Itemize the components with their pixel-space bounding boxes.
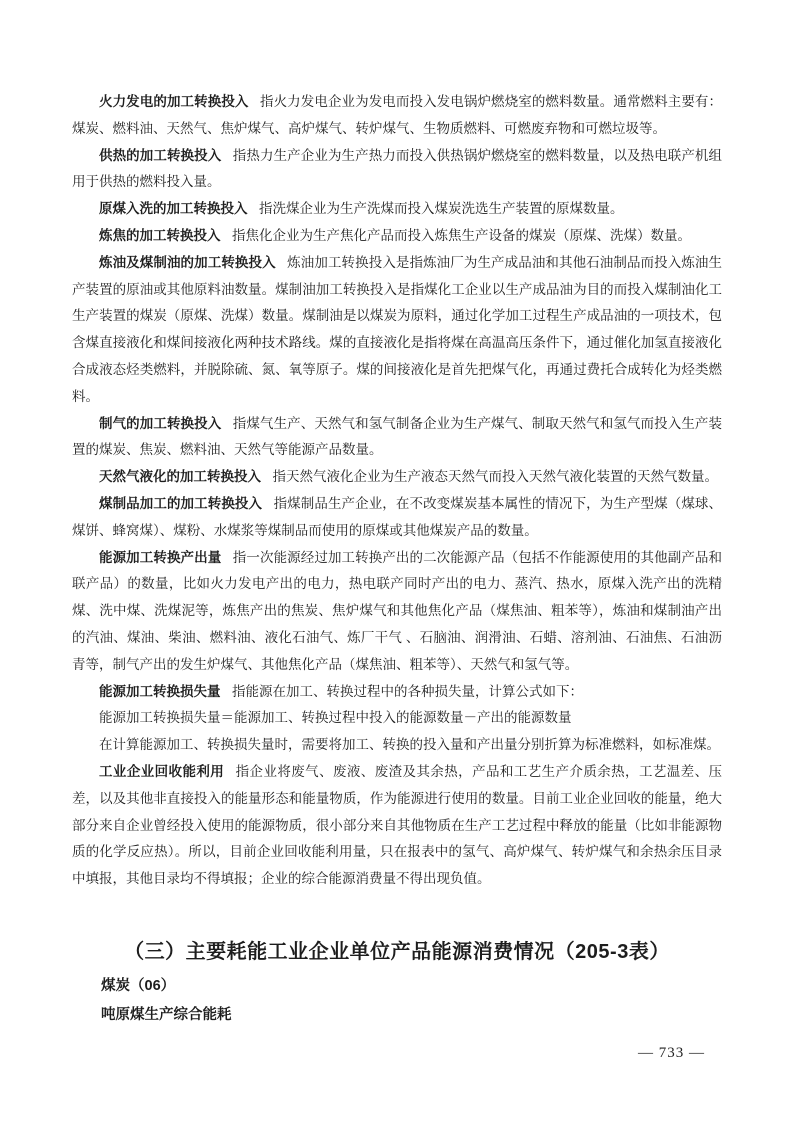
term-label: 能源加工转换产出量 <box>99 549 222 565</box>
def-coal-washing-input <box>72 196 722 223</box>
term-label: 工业企业回收能利用 <box>99 763 225 779</box>
term-label: 炼焦的加工转换投入 <box>99 227 221 243</box>
definition-text: 炼油加工转换投入是指炼油厂为生产成品油和其他石油制品而投入炼油生产装置的原油或其他原料油数量。煤制油加工转换投入是指煤化工企业以生产成品油为目的而投入煤制油化工生产装置的煤炭（原煤、洗煤）数量。煤制油是以煤炭为原料，通过化学加工过程生产成品油的一项技术，包含煤直接液化和煤间接液化两种技术路线。煤的直接液化是指将煤在高温高压条件下，通过催化加氢直接液化合成液态烃类燃料，并脱除硫、氮、氧等原子。煤的间接液化是首先把煤气化，再通过费托合成转化为烃类燃料。 <box>72 254 723 404</box>
def-gas-making-input <box>72 411 722 465</box>
def-conversion-loss <box>72 679 722 706</box>
def-energy-output <box>72 545 722 679</box>
term-label: 煤制品加工的加工转换投入 <box>99 495 263 511</box>
definitions-section <box>72 89 722 893</box>
loss-formula-line: 能源加工转换损失量＝能源加工、转换过程中投入的能源数量－产出的能源数量 <box>99 710 572 726</box>
term-label: 供热的加工转换投入 <box>99 147 222 163</box>
def-thermal-power-input <box>72 89 722 143</box>
definition-text: 指煤气生产、天然气和氢气制备企业为生产煤气、制取天然气和氢气而投入生产装置的煤炭、焦炭、燃料油、天然气等能源产品数量。 <box>72 415 723 458</box>
page-number: — 733 — <box>638 1045 705 1061</box>
section-heading: （三）主要耗能工业企业单位产品能源消费情况（205-3表） <box>124 941 670 963</box>
definition-text: 指火力发电企业为发电而投入发电锅炉燃烧室的燃料数量。通常燃料主要有：煤炭、燃料油、天然气、焦炉煤气、高炉煤气、转炉煤气、生物质燃料、可燃废弃物和可燃垃圾等。 <box>72 94 723 136</box>
definition-text: 指洗煤企业为生产洗煤而投入煤炭洗选生产装置的原煤数量。 <box>258 201 624 217</box>
def-recovered-energy <box>72 759 722 893</box>
definition-text: 指企业将废气、废液、废渣及其余热，产品和工艺生产介质余热，工艺温差、压差，以及其他非直接投入的能量形态和能量物质，作为能源进行使用的数量。目前工业企业回收的能量，绝大部分来自企业曾经投入使用的能源物质，很小部分来自其他物质在生产工艺过程中释放的能量（比如非能源物质的化学反应热）。所以，目前企业回收能利用量，只在报表中的氢气、高炉煤气、转炉煤气和余热余压目录中填报，其他目录均不得填报；企业的综合能源消费量不得出现负值。 <box>72 763 723 887</box>
section-205-3 <box>72 936 722 1030</box>
term-label: 炼油及煤制油的加工转换投入 <box>99 254 276 270</box>
term-label: 制气的加工转换投入 <box>99 415 222 431</box>
indicator-raw-coal-energy-consumption: 吨原煤生产综合能耗 <box>101 1007 232 1023</box>
def-coking-input <box>72 223 722 250</box>
term-label: 能源加工转换损失量 <box>99 683 221 699</box>
definition-text: 指煤制品生产企业，在不改变煤炭基本属性的情况下，为生产型煤（煤球、煤饼、蜂窝煤）、煤粉、水煤浆等煤制品而使用的原煤或其他煤炭产品的数量。 <box>72 495 723 538</box>
term-label: 火力发电的加工转换投入 <box>99 94 249 109</box>
def-lng-input <box>72 464 722 491</box>
definition-text: 指焦化企业为生产焦化产品而投入炼焦生产设备的煤炭（原煤、洗煤）数量。 <box>231 227 691 243</box>
def-coal-products-input <box>72 491 722 545</box>
definition-text: 指一次能源经过加工转换产出的二次能源产品（包括不作能源使用的其他副产品和联产品）的数量，比如火力发电产出的电力，热电联产同时产出的电力、蒸汽、热水，原煤入洗产出的洗精煤、洗中煤、洗煤泥等，炼焦产出的焦炭、焦炉煤气和其他焦化产品（煤焦油、粗苯等），炼油和煤制油产出的汽油、煤油、柴油、燃料油、液化石油气、炼厂干气 、石脑油、润滑油、石蜡、溶剂油、石油焦、石油沥青等，制气产出的发生炉煤气、其他焦化产品（煤焦油、粗苯等）、天然气和氢气等。 <box>72 549 723 672</box>
definition-text: 指能源在加工、转换过程中的各种损失量，计算公式如下： <box>231 683 583 699</box>
definition-text: 指天然气液化企业为生产液态天然气而投入天然气液化装置的天然气数量。 <box>272 469 718 485</box>
def-refining-ctl-input <box>72 250 722 411</box>
product-category-coal: 煤炭（06） <box>101 978 176 994</box>
loss-calculation-note: 在计算能源加工、转换损失量时，需要将加工、转换的投入量和产出量分别折算为标准燃料，如标准煤。 <box>99 737 720 753</box>
term-label: 原煤入洗的加工转换投入 <box>99 201 248 217</box>
def-heating-input <box>72 143 722 197</box>
definition-text: 指热力生产企业为生产热力而投入供热锅炉燃烧室的燃料数量，以及热电联产机组用于供热的燃料投入量。 <box>72 147 723 190</box>
term-label: 天然气液化的加工转换投入 <box>99 469 261 485</box>
